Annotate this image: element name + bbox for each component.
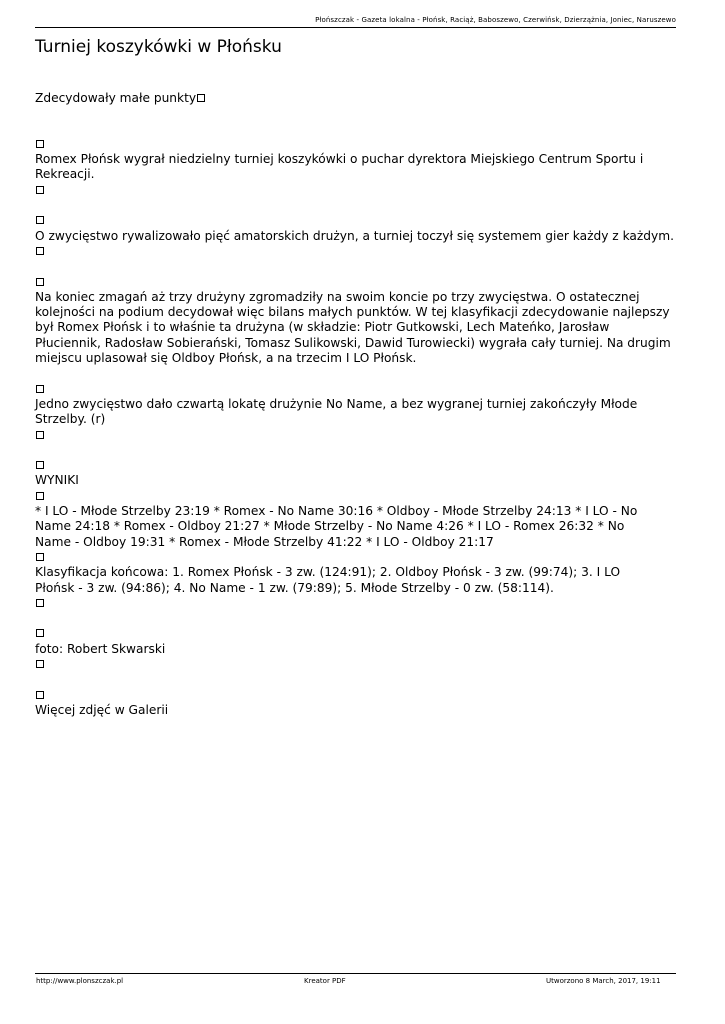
- footer-generator: Kreator PDF: [304, 977, 346, 985]
- article-body: [35, 91, 695, 718]
- footer-created: Utworzono 8 March, 2017, 19:11: [546, 977, 661, 985]
- paragraph-3: [35, 290, 695, 366]
- paragraph-4: [35, 397, 695, 428]
- results-line: * I LO - Młode Strzelby 23:19 * Romex - No Name 30:16 * Oldboy - Młode Strzelby 24:13 * I LO - No: [35, 504, 638, 519]
- results-line: Name - Oldboy 19:31 * Romex - Młode Strzelby 41:22 * I LO - Oldboy 21:17: [35, 534, 494, 549]
- gallery-link: Więcej zdjęć w Galerii: [35, 702, 169, 717]
- missing-glyph-icon: [36, 599, 44, 607]
- missing-glyph-icon: [36, 140, 44, 148]
- results-line: Name 24:18 * Romex - Oldboy 21:27 * Młode Strzelby - No Name 4:26 * I LO - Romex 26:32 * No: [35, 519, 625, 534]
- photo-credit: foto: Robert Skwarski: [35, 641, 166, 656]
- lead-text: Zdecydowały małe punkty: [35, 91, 197, 105]
- missing-glyph-icon: [36, 216, 44, 224]
- article-title: Turniej koszykówki w Płońsku: [35, 37, 282, 57]
- paragraph-line: Na koniec zmagań aż trzy drużyny zgromadziły na swoim koncie po trzy zwycięstwa. O ostatecznej: [35, 289, 640, 304]
- site-description: Płońszczak - Gazeta lokalna - Płońsk, Raciąż, Baboszewo, Czerwińsk, Dzierzążnia, Joniec, Naruszewo: [315, 16, 676, 24]
- paragraph-line: Jedno zwycięstwo dało czwartą lokatę drużynie No Name, a bez wygranej turniej zakończyły Młode: [35, 396, 638, 411]
- paragraph-1: [35, 152, 695, 183]
- missing-glyph-icon: [36, 247, 44, 255]
- article-lead: [35, 91, 695, 106]
- missing-glyph-icon: [36, 629, 44, 637]
- standings-line: Klasyfikacja końcowa: 1. Romex Płońsk - 3 zw. (124:91); 2. Oldboy Płońsk - 3 zw. (99:74); 3. I LO: [35, 565, 621, 580]
- paragraph-line: Rekreacji.: [35, 167, 95, 182]
- missing-glyph-icon: [36, 385, 44, 393]
- paragraph-line: był Romex Płońsk i to właśnie ta drużyna (w składzie: Piotr Gutkowski, Lech Mateńko, Jarosław: [35, 320, 610, 335]
- paragraph-line: O zwycięstwo rywalizowało pięć amatorskich drużyn, a turniej toczył się systemem gier każdy z każdym.: [35, 228, 674, 243]
- standings: [35, 565, 695, 596]
- footer-divider: [35, 973, 676, 974]
- missing-glyph-icon: [36, 553, 44, 561]
- missing-glyph-icon: [36, 186, 44, 194]
- missing-glyph-icon: [36, 461, 44, 469]
- paragraph-2: [35, 229, 695, 244]
- missing-glyph-icon: [36, 431, 44, 439]
- results-list: [35, 504, 695, 550]
- missing-glyph-icon: [197, 94, 205, 102]
- paragraph-line: kolejności na podium decydował więc bilans małych punktów. W tej klasyfikacji zdecydowanie najlepszy: [35, 305, 670, 320]
- missing-glyph-icon: [36, 278, 44, 286]
- paragraph-line: Strzelby. (r): [35, 412, 106, 427]
- footer-url: http://www.plonszczak.pl: [36, 977, 124, 985]
- paragraph-line: Romex Płońsk wygrał niedzielny turniej koszykówki o puchar dyrektora Miejskiego Centrum Sportu i: [35, 152, 644, 167]
- missing-glyph-icon: [36, 691, 44, 699]
- missing-glyph-icon: [36, 492, 44, 500]
- header-divider: [35, 27, 676, 28]
- missing-glyph-icon: [36, 660, 44, 668]
- standings-line: Płońsk - 3 zw. (94:86); 4. No Name - 1 zw. (79:89); 5. Młode Strzelby - 0 zw. (58:114).: [35, 580, 554, 595]
- paragraph-line: miejscu uplasował się Oldboy Płońsk, a na trzecim I LO Płońsk.: [35, 351, 417, 366]
- results-heading: WYNIKI: [35, 473, 79, 488]
- paragraph-line: Płuciennik, Radosław Sobierański, Tomasz Sulikowski, Dawid Turowiecki) wygrała cały turniej. Na drugim: [35, 335, 671, 350]
